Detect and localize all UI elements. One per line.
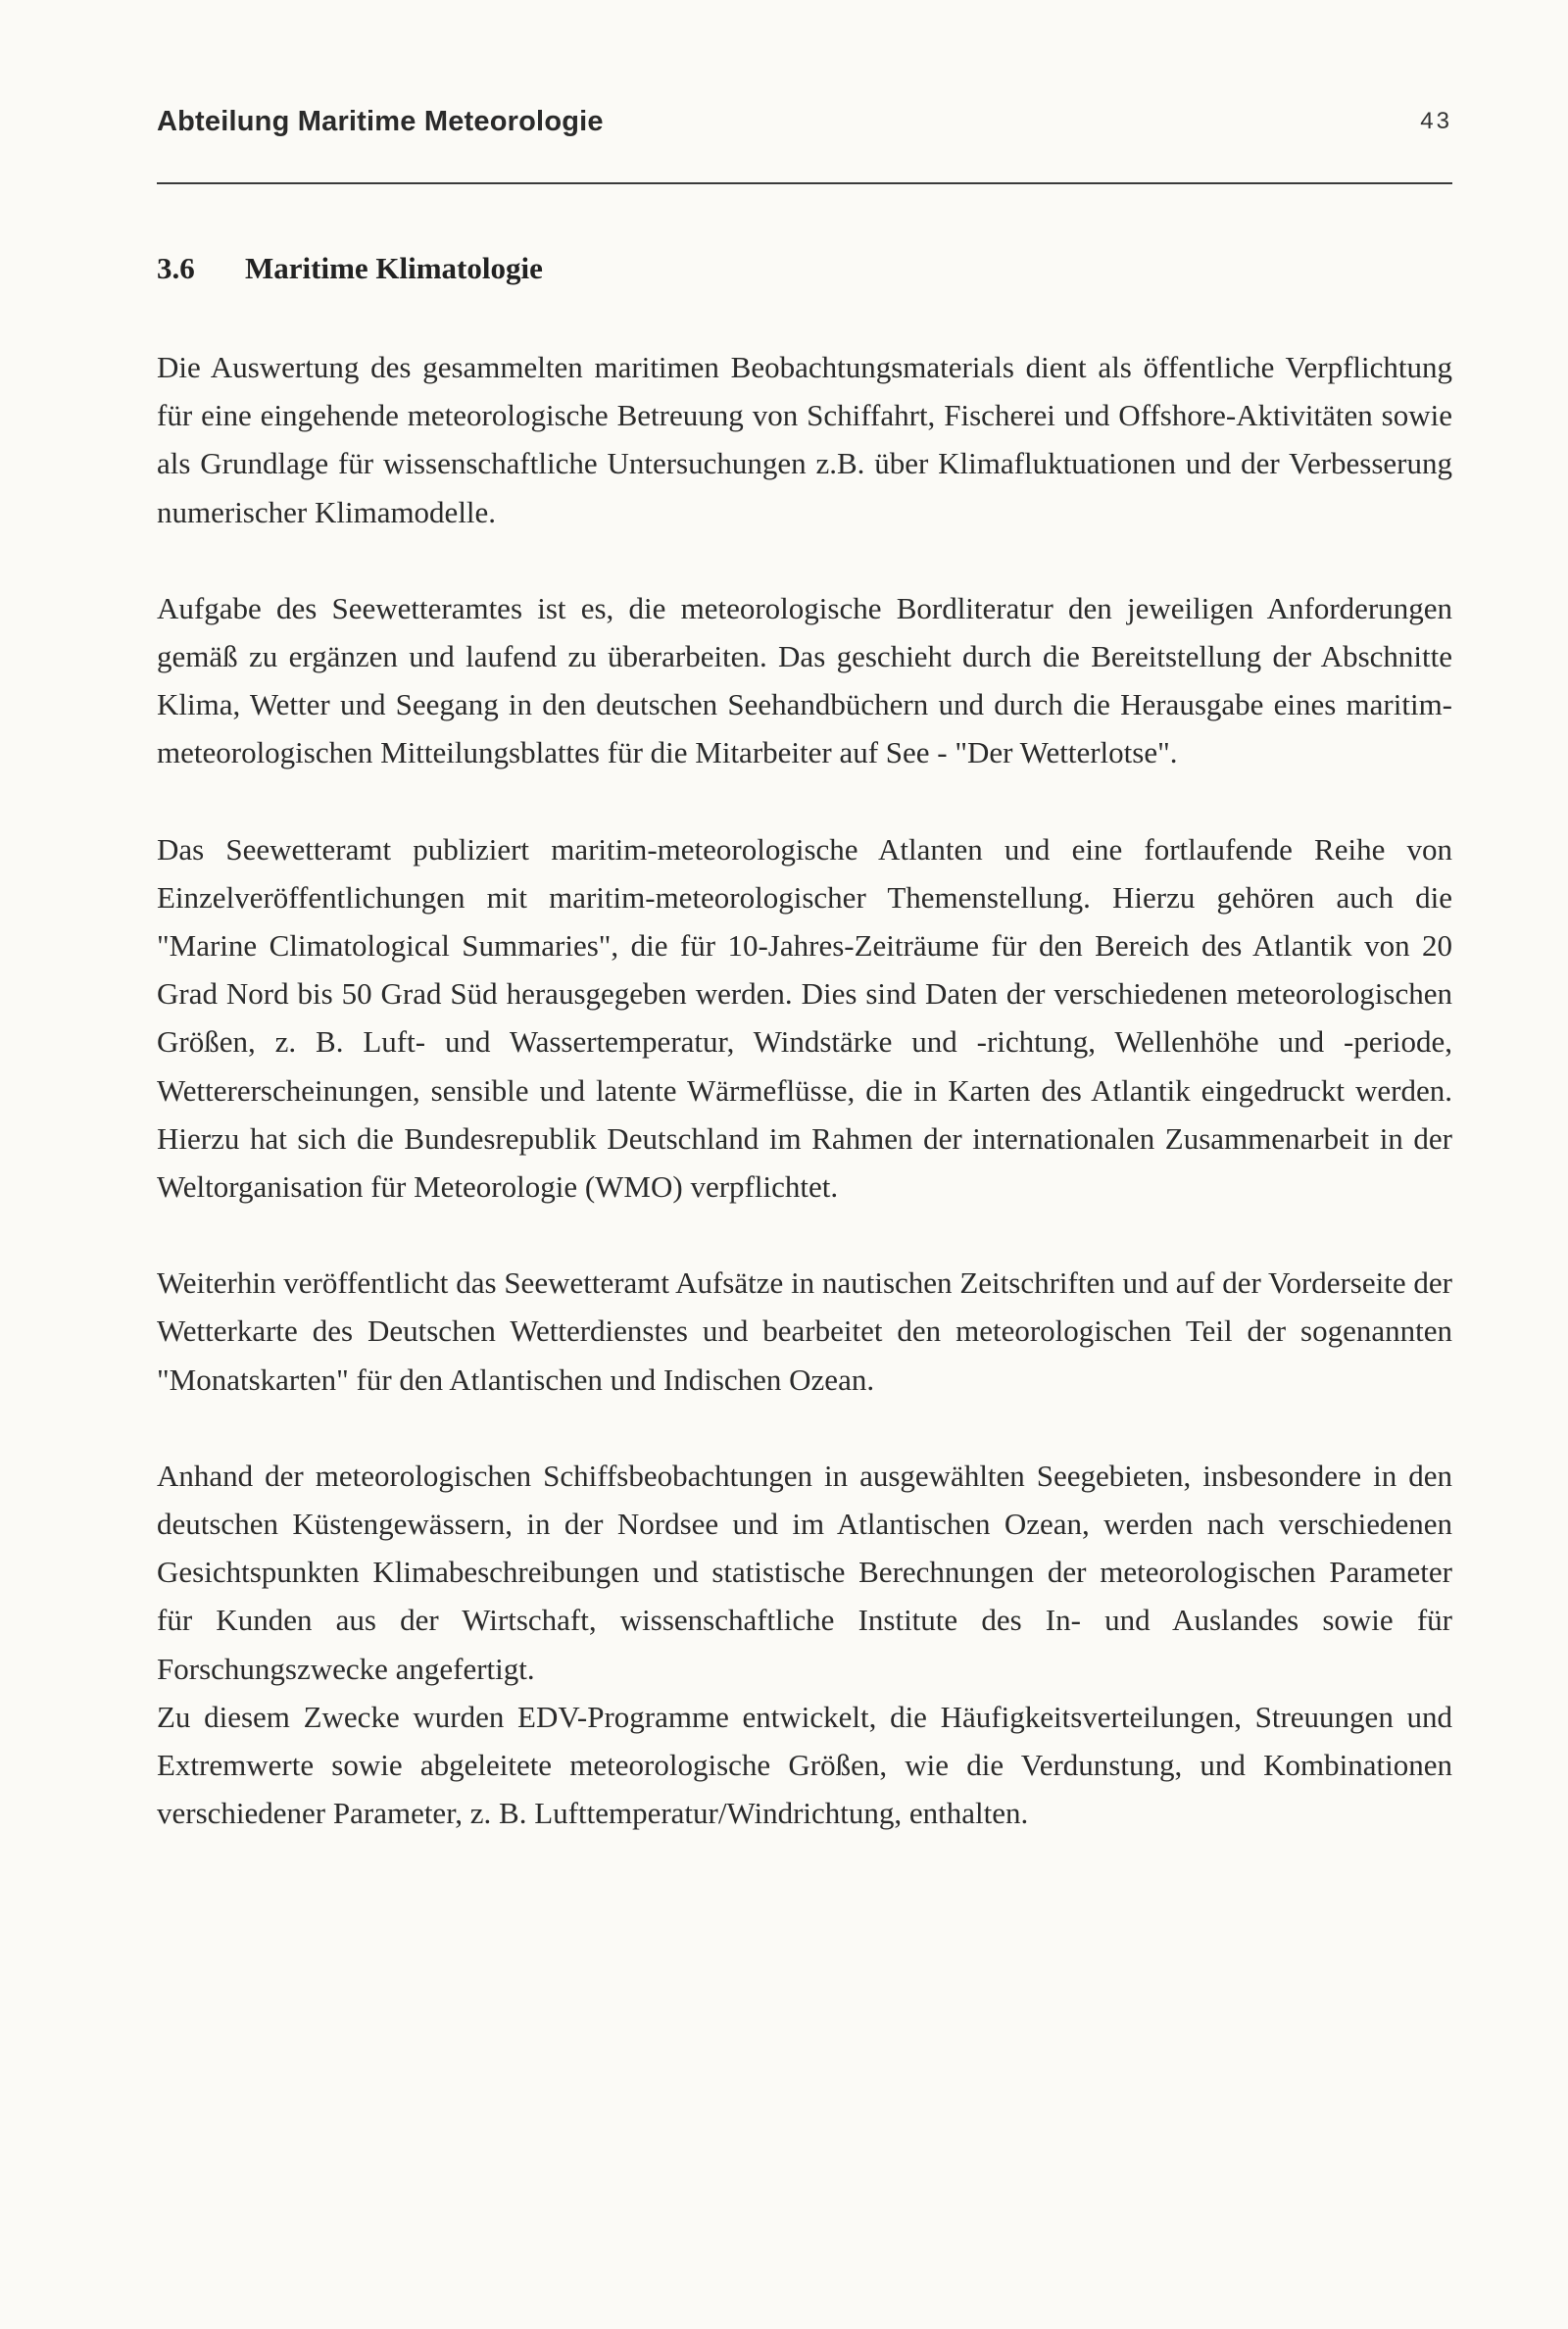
paragraph-4: Weiterhin veröffentlicht das Seewetteramt Aufsätze in nautischen Zeitschriften und auf der Vorderseite der Wetterkarte des Deutschen Wetterdienstes und bearbeitet den meteorologischen Teil der sogenannten "Monatskarten" für den Atlantischen und Indischen Ozean. (157, 1265, 1452, 1397)
paragraph-2: Aufgabe des Seewetteramtes ist es, die meteorologische Bordliteratur den jeweiligen Anforderungen gemäß zu ergänzen und laufend zu überarbeiten. Das geschieht durch die Bereitstellung der Abschnitte Klima, Wetter und Seegang in den deutschen Seehandbüchern und durch die Herausgabe eines maritim-meteorologischen Mitteilungsblattes für die Mitarbeiter auf See - "Der Wetterlotse". (157, 590, 1452, 770)
running-head (157, 106, 1452, 149)
running-head-title: Abteilung Maritime Meteorologie (157, 106, 604, 137)
paragraph-1: Die Auswertung des gesammelten maritimen Beobachtungsmaterials dient als öffentliche Verpflichtung für eine eingehende meteorologische Betreuung von Schiffahrt, Fischerei und Offshore-Aktivitäten sowie als Grundlage für wissenschaftliche Untersuchungen z.B. über Klimafluktuationen und der Verbesserung numerischer Klimamodelle. (157, 350, 1452, 529)
paragraph-5: Anhand der meteorologischen Schiffsbeobachtungen in ausgewählten Seegebieten, insbesondere in den deutschen Küstengewässern, in der Nordsee und im Atlantischen Ozean, werden nach verschiedenen Gesichtspunkten Klimabeschreibungen und statistische Berechnungen der meteorologischen Parameter für Kunden aus der Wirtschaft, wissenschaftliche Institute des In- und Auslandes sowie für Forschungszwecke angefertigt. (157, 1458, 1452, 1686)
header-divider (157, 182, 1452, 184)
section-number: 3.6 (157, 251, 195, 285)
section-heading (157, 251, 543, 286)
paragraph-3: Das Seewetteramt publiziert maritim-meteorologische Atlanten und eine fortlaufende Reihe von Einzelveröffentlichungen mit maritim-meteorologischer Themenstellung. Hierzu gehören auch die "Marine Climatological Summaries", die für 10-Jahres-Zeiträume für den Bereich des Atlantik von 20 Grad Nord bis 50 Grad Süd herausgegeben werden. Dies sind Daten der verschiedenen meteorologischen Größen, z. B. Luft- und Wassertemperatur, Windstärke und -richtung, Wellenhöhe und -periode, Wettererscheinungen, sensible und latente Wärmeflüsse, die in Karten des Atlantik eingedruckt werden. Hierzu hat sich die Bundesrepublik Deutschland im Rahmen der internationalen Zusammenarbeit in der Weltorganisation für Meteorologie (WMO) verpflichtet. (157, 831, 1452, 1205)
body-text (157, 343, 1452, 1885)
section-title: Maritime Klimatologie (245, 251, 543, 285)
paragraph-6: Zu diesem Zwecke wurden EDV-Programme entwickelt, die Häufigkeitsverteilungen, Streuungen und Extremwerte sowie abgeleitete meteorologische Größen, wie die Verdunstung, und Kombinationen verschiedener Parameter, z. B. Lufttemperatur/Windrichtung, enthalten. (157, 1699, 1452, 1831)
page-number: 43 (1420, 108, 1452, 134)
